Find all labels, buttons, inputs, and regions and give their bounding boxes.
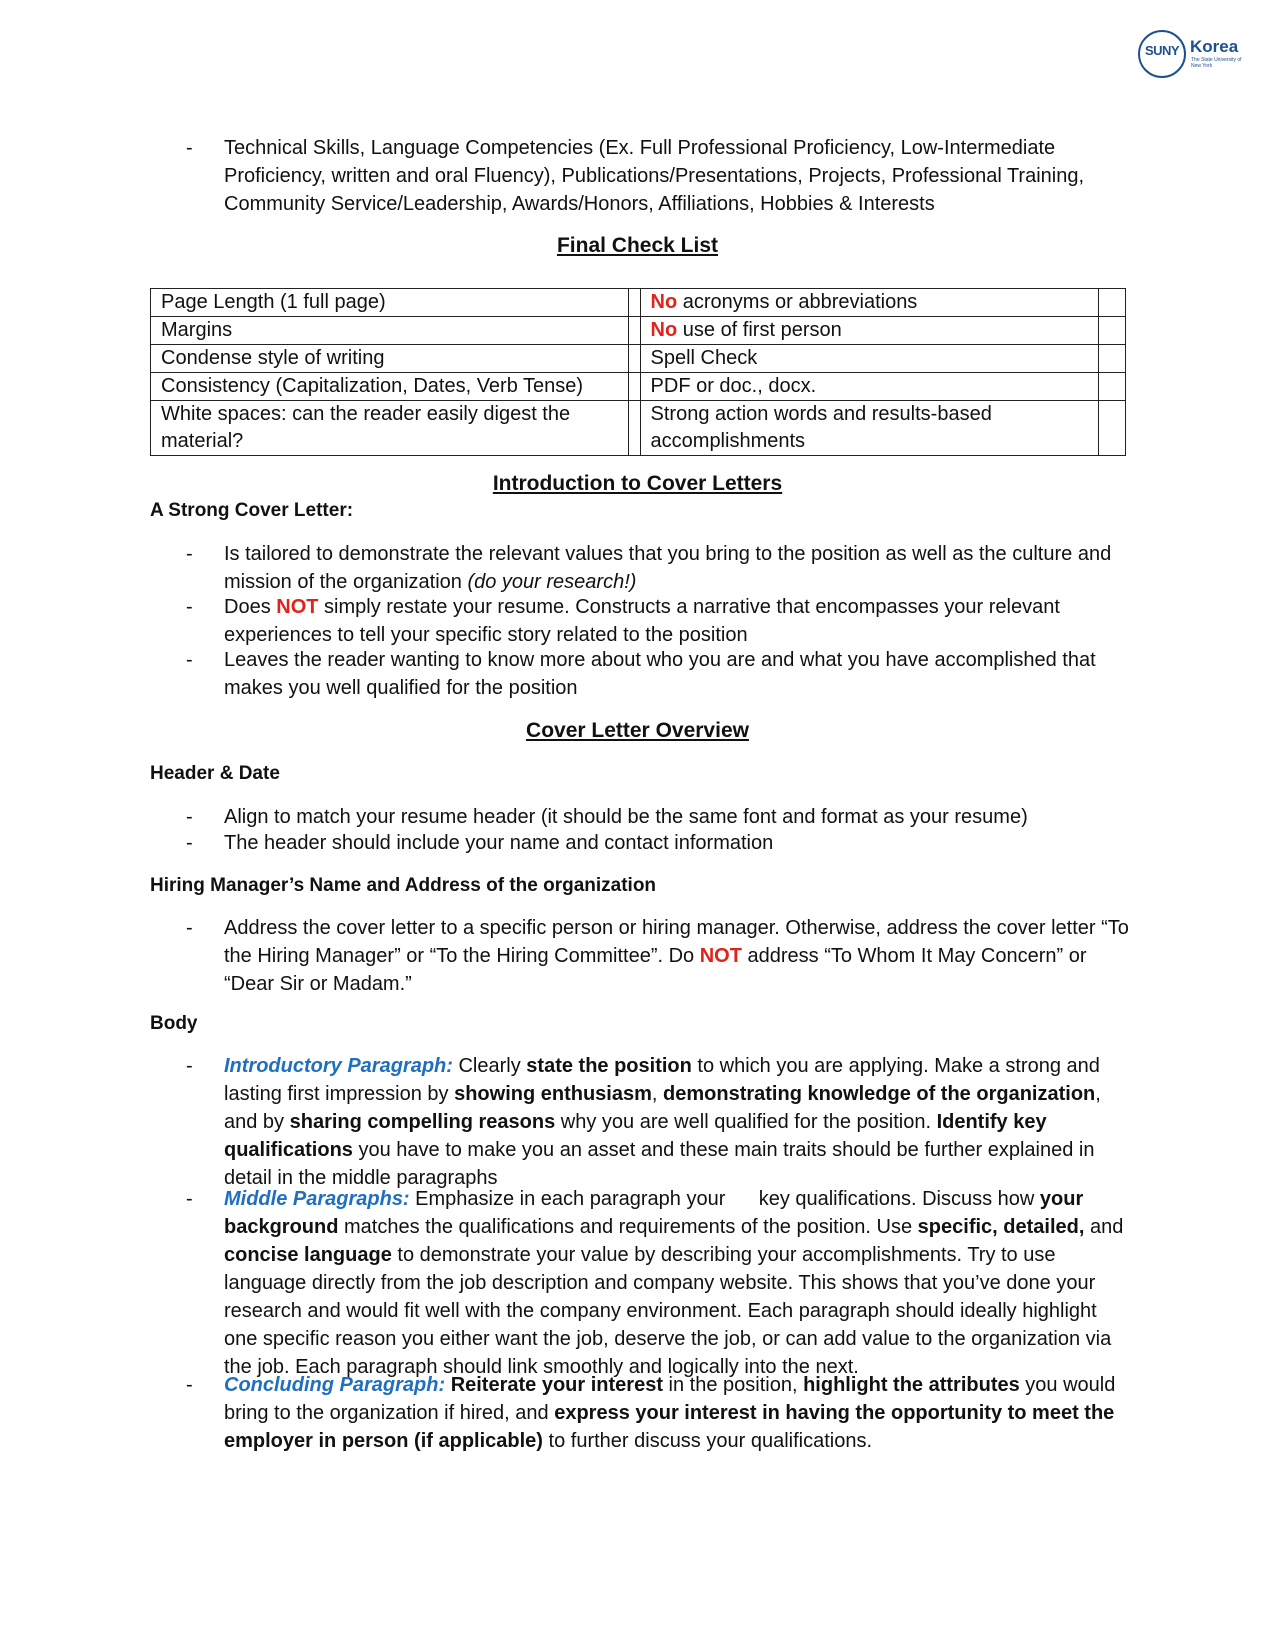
middle-bold: your background [224,1188,1089,1238]
intro-bold: demonstrating knowledge of the organization [663,1083,1096,1105]
intro-text: you have to make you an asset and these main traits should be further explained in detail in the middle paragraphs [224,1139,1095,1189]
bullet-dash: - [186,649,193,671]
conclude-text: you would bring to the organization if hired, and [224,1374,1116,1424]
middle-bold: concise language [224,1244,392,1266]
logo-korea-text: Korea [1190,37,1239,56]
intro-text: , and by [224,1083,1101,1133]
check-box-left[interactable] [629,317,640,345]
intro-bold: sharing compelling reasons [289,1111,556,1133]
cover-bullet-3: Leaves the reader wanting to know more about who you are and what you have accomplished that makes you well qualified for the position [224,649,1096,699]
intro-text: , [651,1083,664,1105]
hiring-bullet-1 [224,914,1134,998]
check-item-left: Page Length (1 full page) [151,289,629,317]
check-box-right[interactable] [1098,289,1125,317]
check-item-right [640,401,1098,456]
check-item-left: Margins [151,317,629,345]
bullet-dash: - [186,832,193,854]
check-item-right-text: use of first person [677,319,842,341]
middle-text: and [1084,1216,1129,1238]
intro-text: why you are well qualified for the position. [555,1111,937,1133]
check-box-left[interactable] [629,373,640,401]
check-item-right-text: acronyms or abbreviations [677,291,918,313]
overview-title: Cover Letter Overview [526,719,749,742]
hiring-manager-heading: Hiring Manager’s Name and Address of the organization [150,875,657,896]
middle-paragraphs-bullet [224,1185,1134,1381]
cover-bullet-1-italic: (do your research!) [467,571,637,593]
hiring-bullet-post: address “To Whom It May Concern” or “Dear Sir or Madam.” [224,945,1087,995]
check-item-right [640,317,1098,345]
introductory-label: Introductory Paragraph: [224,1055,453,1077]
suny-korea-logo [1138,28,1248,84]
logo-tagline: The State University of New York [1191,57,1242,69]
check-item-right-text: PDF or doc., docx. [650,375,817,397]
check-row [151,289,1126,317]
check-box-right[interactable] [1098,373,1125,401]
hiring-bullet-red: NOT [699,945,742,967]
check-row [151,401,1126,456]
bullet-dash: - [186,1374,193,1396]
intro-bold: Identify key qualifications [224,1111,1047,1161]
conclude-bold: Reiterate your interest [450,1374,663,1396]
check-item-right [640,373,1098,401]
check-box-left[interactable] [629,345,640,373]
bullet-dash: - [186,1055,193,1077]
check-item-right [640,345,1098,373]
header-date-heading: Header & Date [150,763,280,784]
introductory-paragraph-bullet [224,1052,1134,1192]
final-check-table [150,288,1126,456]
check-row [151,317,1126,345]
check-item-right-text: Spell Check [650,347,758,369]
final-check-title: Final Check List [556,234,719,257]
conclude-bold: highlight the attributes [803,1374,1020,1396]
intro-bold: showing enthusiasm [454,1083,652,1105]
middle-text: to demonstrate your value by describing your accomplishments. Try to use language directly from the job description and company website. This shows that you’ve done your research and would fit well with the company environment. Each paragraph should ideally highlight one specific reason you either want the job, deserve the job, or can add value to the organization via the job. Each paragraph should link smoothly and logically into the next. [224,1244,1117,1378]
bullet-dash: - [186,137,193,159]
check-item-right-red: No [650,291,678,313]
cover-bullet-2-red: NOT [276,596,319,618]
check-item-left: Condense style of writing [151,345,629,373]
hiring-bullet-pre: Address the cover letter to a specific person or hiring manager. Otherwise, address the cover letter “To the Hiring Manager” or “To the Hiring Committee”. Do [224,917,1129,967]
concluding-paragraph-bullet [224,1371,1134,1455]
cover-intro-title: Introduction to Cover Letters [492,472,783,495]
conclude-bold: express your interest in having the opportunity to meet the employer in person (if applicable) [224,1402,1115,1452]
check-item-right-red: No [650,319,678,341]
conclude-text: in the position, [662,1374,804,1396]
cover-bullet-2-pre: Does [224,596,277,618]
check-box-right[interactable] [1098,401,1125,456]
header-bullet-1: Align to match your resume header (it should be the same font and format as your resume) [224,806,1028,828]
middle-label: Middle Paragraphs: [224,1188,410,1210]
strong-cover-letter-heading: A Strong Cover Letter: [150,500,354,521]
intro-text: Clearly [452,1055,527,1077]
bullet-dash: - [186,917,193,939]
skills-bullet-text: Technical Skills, Language Competencies (Ex. Full Professional Proficiency, Low-Intermediate Proficiency, written and oral Fluency), Publications/Presentations, Projects, Professional Training, Community Service/Leadership, Awards/Honors, Affiliations, Hobbies & Interests [224,137,1085,215]
middle-bold: specific, detailed, [917,1216,1085,1238]
middle-text: matches the qualifications and requirements of the position. Use [338,1216,918,1238]
check-box-left[interactable] [629,401,640,456]
check-box-right[interactable] [1098,345,1125,373]
check-item-right-text: Strong action words and results-based accomplishments [650,403,998,452]
logo-suny-text: SUNY [1144,43,1180,58]
middle-text: Emphasize in each paragraph your key qualifications. Discuss how [409,1188,1040,1210]
header-bullet-2: The header should include your name and contact information [224,832,774,854]
bullet-dash: - [186,1188,193,1210]
bullet-dash: - [186,543,193,565]
bullet-dash: - [186,596,193,618]
bullet-dash: - [186,806,193,828]
check-item-left: Consistency (Capitalization, Dates, Verb Tense) [151,373,629,401]
check-row [151,345,1126,373]
intro-text: to which you are applying. Make a strong and lasting first impression by [224,1055,1100,1105]
intro-bold: state the position [526,1055,692,1077]
body-heading: Body [150,1013,198,1034]
cover-bullet-1-text: Is tailored to demonstrate the relevant values that you bring to the position as well as the culture and mission of the organization [224,543,1112,593]
check-box-right[interactable] [1098,317,1125,345]
check-row [151,373,1126,401]
check-item-right [640,289,1098,317]
check-box-left[interactable] [629,289,640,317]
concluding-label: Concluding Paragraph: [224,1374,446,1396]
cover-bullet-2 [224,593,1134,649]
conclude-text: to further discuss your qualifications. [542,1430,873,1452]
cover-bullet-1 [224,540,1134,596]
cover-bullet-2-post: simply restate your resume. Constructs a narrative that encompasses your relevant experiences to tell your specific story related to the position [224,596,1060,646]
check-item-left: White spaces: can the reader easily digest the material? [151,401,629,456]
